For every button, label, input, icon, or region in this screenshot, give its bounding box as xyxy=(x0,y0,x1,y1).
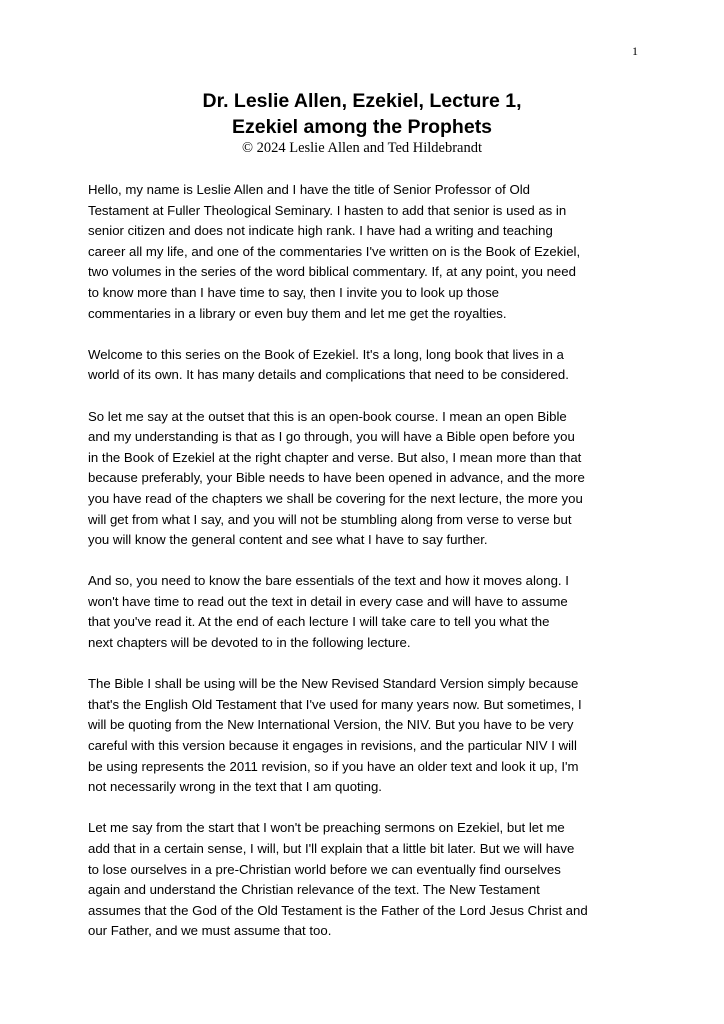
text-line: not necessarily wrong in the text that I am quoting. xyxy=(88,779,382,795)
title-line-2: Ezekiel among the Prophets xyxy=(231,116,493,138)
text-line: be using represents the 2011 revision, so if you have an older text and look it up, I'm xyxy=(88,758,579,774)
paragraph xyxy=(88,571,648,653)
text-line: and my understanding is that as I go through, you will have a Bible open before you xyxy=(88,429,575,445)
text-line: that's the English Old Testament that I've used for many years now. But sometimes, I xyxy=(88,696,582,712)
paragraph xyxy=(88,345,648,386)
text-line: because preferably, your Bible needs to have been opened in advance, and the more xyxy=(88,470,585,486)
paragraph xyxy=(88,674,648,798)
body-text xyxy=(88,180,648,963)
text-line: you have read of the chapters we shall be covering for the next lecture, the more you xyxy=(88,490,583,506)
text-line: world of its own. It has many details and complications that need to be considered. xyxy=(88,367,569,383)
text-line: two volumes in the series of the word biblical commentary. If, at any point, you need xyxy=(88,264,576,280)
text-line: will be quoting from the New International Version, the NIV. But you have to be very xyxy=(88,717,574,733)
paragraph xyxy=(88,180,648,324)
text-line: in the Book of Ezekiel at the right chapter and verse. But also, I mean more than that xyxy=(88,449,582,465)
page-number: 1 xyxy=(632,44,638,58)
text-line: next chapters will be devoted to in the following lecture. xyxy=(88,635,411,651)
text-line: And so, you need to know the bare essentials of the text and how it moves along. I xyxy=(88,573,569,589)
text-line: Testament at Fuller Theological Seminary. I hasten to add that senior is used as in xyxy=(88,202,567,218)
title-line-1: Dr. Leslie Allen, Ezekiel, Lecture 1, xyxy=(202,90,522,112)
text-line: senior citizen and does not indicate high rank. I have had a writing and teaching xyxy=(88,223,553,239)
title-block xyxy=(88,88,636,156)
text-line: Let me say from the start that I won't be preaching sermons on Ezekiel, but let me xyxy=(88,820,565,836)
text-line: add that in a certain sense, I will, but I'll explain that a little bit later. But we will have xyxy=(88,841,575,856)
copyright-notice: © 2024 Leslie Allen and Ted Hildebrandt xyxy=(241,140,483,156)
text-line: won't have time to read out the text in detail in every case and will have to assume xyxy=(88,593,568,609)
text-line: Hello, my name is Leslie Allen and I have the title of Senior Professor of Old xyxy=(88,182,531,197)
text-line: Welcome to this series on the Book of Ezekiel. It's a long, long book that lives in a xyxy=(88,346,564,362)
text-line: commentaries in a library or even buy them and let me get the royalties. xyxy=(88,305,507,321)
text-line: The Bible I shall be using will be the New Revised Standard Version simply because xyxy=(88,676,579,692)
text-line: So let me say at the outset that this is an open-book course. I mean an open Bible xyxy=(88,408,567,424)
text-line: our Father, and we must assume that too. xyxy=(88,923,332,939)
text-line: that you've read it. At the end of each lecture I will take care to tell you what the xyxy=(88,614,550,630)
text-line: assumes that the God of the Old Testament is the Father of the Lord Jesus Christ and xyxy=(88,902,588,918)
text-line: career all my life, and one of the commentaries I've written on is the Book of Ezekiel, xyxy=(88,243,581,259)
text-line: careful with this version because it engages in revisions, and the particular NIV I will xyxy=(88,738,577,754)
text-line: to lose ourselves in a pre-Christian world before we can eventually find ourselves xyxy=(88,861,561,877)
text-line: again and understand the Christian relevance of the text. The New Testament xyxy=(88,882,540,898)
text-line: you will know the general content and see what I have to say further. xyxy=(88,532,488,548)
paragraph xyxy=(88,407,648,551)
text-line: will get from what I say, and you will not be stumbling along from verse to verse but xyxy=(88,511,572,527)
paragraph xyxy=(88,818,648,942)
text-line: to know more than I have time to say, then I invite you to look up those xyxy=(88,284,499,300)
